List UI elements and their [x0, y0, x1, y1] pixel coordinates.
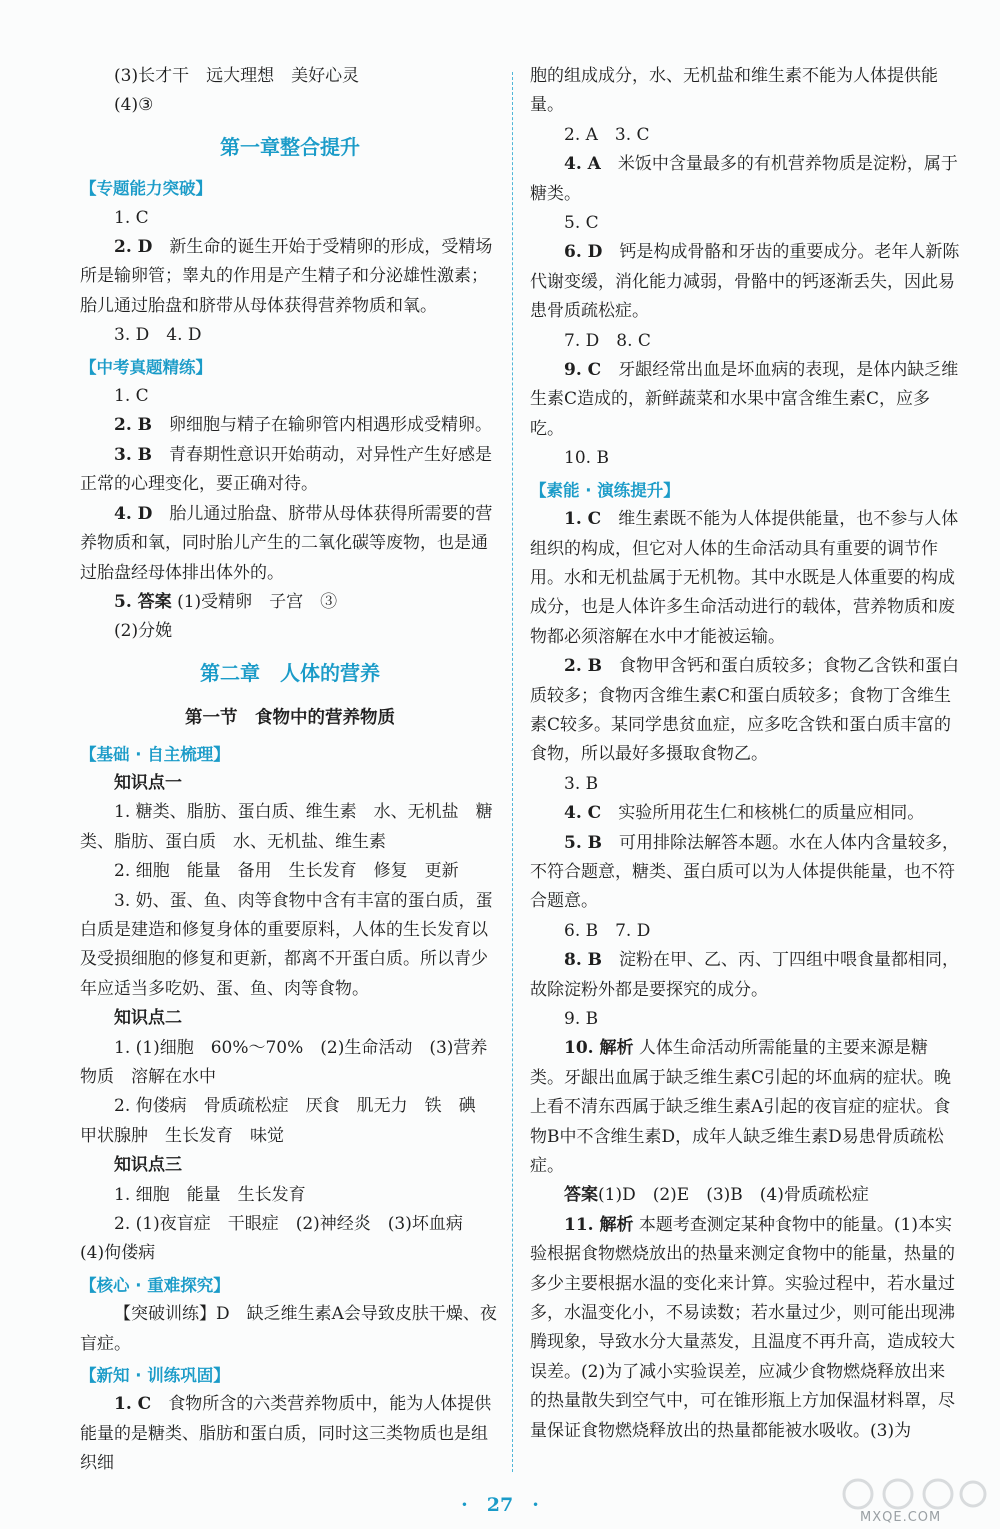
- answer-number: 9. C: [564, 360, 602, 381]
- answer-text: (1)D (2)E (3)B (4)骨质疏松症: [598, 1185, 869, 1206]
- answer-line: 3. B: [564, 773, 599, 794]
- column-divider: [512, 72, 513, 1472]
- answer-item: [530, 1211, 960, 1446]
- answer-number: 3. B: [114, 444, 153, 465]
- answer-text: 实验所用花生仁和核桃仁的质量应相同。: [601, 803, 925, 824]
- answer-text: 人体生命活动所需能量的主要来源是糖类。牙龈出血属于缺乏维生素C引起的坏血病的症状。晚上看不清东西属于缺乏维生素A引起的夜盲症的症状。食物B中不含维生素D，成年人缺乏维生素D易患骨质疏松症。: [530, 1038, 952, 1177]
- breakthrough-label: 【突破训练】: [114, 1304, 216, 1325]
- right-column: [530, 62, 960, 1446]
- section-tag: 【基础 · 自主梳理】: [80, 744, 230, 764]
- answer-number: 4. D: [114, 503, 153, 524]
- answer-line: 2. 细胞 能量 备用 生长发育 修复 更新: [114, 861, 459, 882]
- section-tag: 【专题能力突破】: [80, 179, 212, 199]
- answer-line: (3)长才干 远大理想 美好心灵: [114, 66, 360, 86]
- answer-item: [530, 150, 960, 209]
- answer-number: 4. A: [564, 154, 601, 175]
- answer-number: 4. C: [564, 803, 602, 824]
- answer-item: [80, 411, 500, 440]
- answer-line: 1. C: [114, 386, 149, 407]
- answer-item: [80, 500, 500, 588]
- answer-label: 答案: [564, 1185, 598, 1206]
- answer-line: 1. 细胞 能量 生长发育: [114, 1184, 306, 1205]
- answer-number: 2. D: [114, 237, 153, 258]
- answer-item: [80, 1300, 500, 1359]
- answer-line: 6. B 7. D: [564, 920, 651, 941]
- answer-item: [530, 652, 960, 770]
- answer-number: 10. 解析: [564, 1038, 634, 1059]
- answer-item: [530, 1181, 960, 1210]
- answer-number: 1. C: [564, 509, 602, 530]
- answer-line: (4)③: [114, 95, 154, 116]
- answer-number: 6. D: [564, 242, 603, 263]
- section-title: 第一节 食物中的营养物质: [185, 708, 395, 729]
- answer-text: 食物甲含钙和蛋白质较多；食物乙含铁和蛋白质较多；食物丙含维生素C和蛋白质较多；食物丁含维生素C较多。某同学患贫血症，应多吃含铁和蛋白质丰富的食物，所以最好多摄取食物乙。: [530, 656, 960, 765]
- answer-item: [80, 441, 500, 500]
- section-tag: 【中考真题精练】: [80, 357, 212, 377]
- left-column: [80, 62, 500, 1479]
- answer-text: 维生素既不能为人体提供能量，也不参与人体组织的构成，但它对人体的生命活动具有重要的调节作用。水和无机盐属于无机物。其中水既是人体重要的构成成分，也是人体许多生命活动进行的载体，营养物质和废物都必须溶解在水中才能被运输。: [530, 509, 959, 647]
- answer-line: 2. A 3. C: [564, 124, 650, 145]
- answer-text: 牙龈经常出血是坏血病的表现，是体内缺乏维生素C造成的，新鲜蔬菜和水果中富含维生素C，应多吃。: [530, 360, 959, 439]
- answer-number: 8. B: [564, 950, 603, 971]
- answer-text: 淀粉在甲、乙、丙、丁四组中喂食量都相同，故除淀粉外都是要探究的成分。: [530, 950, 960, 1000]
- answer-item: [80, 1390, 500, 1478]
- section-tag: 【素能 · 演练提升】: [530, 480, 680, 500]
- answer-text: 钙是构成骨骼和牙齿的重要成分。老年人新陈代谢变缓，消化能力减弱，骨骼中的钙逐渐丢失，因此易患骨质疏松症。: [530, 242, 960, 322]
- watermark-text: MXQE.COM: [860, 1510, 942, 1525]
- answer-number: 2. B: [114, 415, 153, 436]
- answer-text: 米饭中含量最多的有机营养物质是淀粉，属于糖类。: [530, 154, 958, 204]
- knowledge-point-heading: 知识点一: [114, 772, 182, 793]
- knowledge-point-heading: 知识点二: [114, 1008, 182, 1029]
- answer-line: (2)分娩: [114, 621, 173, 642]
- answer-number: 11. 解析: [564, 1214, 634, 1235]
- answer-text: (1)受精卵 子宫 ③: [171, 591, 338, 612]
- answer-item: [530, 799, 960, 828]
- answer-text: 本题考查测定某种食物中的能量。(1)本实验根据食物燃烧放出的热量来测定食物中的能量，热量的多少主要根据水温的变化来计算。实验过程中，若水量过多，水温变化小，不易读数；若水量过少，则可能出现沸腾现象，导致水分大量蒸发，且温度不再升高，造成较大误差。(2)为了减小实验误差，应减少食物燃烧释放出来的热量散失到空气中，可在锥形瓶上方加保温材料罩，尽量保证食物燃烧释放出的热量都能被水吸收。(3)为: [530, 1214, 955, 1441]
- answer-number: 5. 答案: [114, 591, 172, 612]
- knowledge-point-heading: 知识点三: [114, 1155, 182, 1176]
- answer-line: 1. C: [114, 207, 149, 228]
- answer-number: 1. C: [114, 1394, 152, 1415]
- answer-number: 5. B: [564, 832, 603, 853]
- chapter-title: 第一章整合提升: [220, 134, 360, 159]
- answer-text: D 缺乏维生素A会导致皮肤干燥、夜盲症。: [80, 1304, 497, 1354]
- answer-item: [530, 238, 960, 326]
- answer-item: [530, 946, 960, 1005]
- answer-item: [530, 1034, 960, 1181]
- section-tag: 【新知 · 训练巩固】: [80, 1366, 230, 1386]
- answer-text: 新生命的诞生开始于受精卵的形成，受精场所是输卵管；睾丸的作用是产生精子和分泌雄性激素；胎儿通过胎盘和脐带从母体获得营养物质和氧。: [80, 237, 493, 316]
- answer-line: 9. B: [564, 1009, 599, 1029]
- answer-line: 2. 佝偻病 骨质疏松症 厌食 肌无力 铁 碘 甲状腺肿 生长发育 味觉: [80, 1096, 493, 1146]
- answer-line: 1. 糖类、脂肪、蛋白质、维生素 水、无机盐 糖类、脂肪、蛋白质 水、无机盐、维生素: [80, 802, 493, 852]
- answer-text: 青春期性意识开始萌动，对异性产生好感是正常的心理变化，要正确对待。: [80, 444, 493, 495]
- answer-line: 10. B: [564, 448, 609, 469]
- answer-item: [80, 588, 500, 617]
- answer-item: [530, 505, 960, 652]
- answer-line: 2. (1)夜盲症 干眼症 (2)神经炎 (3)坏血病 (4)佝偻病: [80, 1214, 480, 1264]
- answer-line: 胞的组成成分，水、无机盐和维生素不能为人体提供能量。: [530, 66, 938, 116]
- answer-text: 胎儿通过胎盘、脐带从母体获得所需要的营养物质和氧，同时胎儿产生的二氧化碳等废物，也是通过胎盘经母体排出体外的。: [80, 503, 493, 583]
- section-tag: 【核心 · 重难探究】: [80, 1275, 230, 1295]
- answer-line: 3. 奶、蛋、鱼、肉等食物中含有丰富的蛋白质，蛋白质是建造和修复身体的重要原料，人体的生长发育以及受损细胞的修复和更新，都离不开蛋白质。所以青少年应适当多吃奶、蛋、鱼、肉等食物。: [80, 890, 493, 999]
- answer-line: 3. D 4. D: [114, 325, 202, 346]
- answer-item: [80, 233, 500, 321]
- chapter-title: 第二章 人体的营养: [200, 660, 380, 685]
- answer-text: 可用排除法解答本题。水在人体内含量较多，不符合题意，糖类、蛋白质可以为人体提供能量，也不符合题意。: [530, 832, 960, 912]
- answer-item: [530, 356, 960, 444]
- answer-text: 食物所含的六类营养物质中，能为人体提供能量的是糖类、脂肪和蛋白质，同时这三类物质也是组织细: [80, 1394, 492, 1474]
- answer-text: 卵细胞与精子在输卵管内相遇形成受精卵。: [152, 415, 493, 436]
- answer-number: 2. B: [564, 656, 603, 677]
- answer-line: 7. D 8. C: [564, 330, 651, 351]
- answer-line: 1. (1)细胞 60%～70% (2)生命活动 (3)营养物质 溶解在水中: [80, 1037, 488, 1087]
- answer-line: 5. C: [564, 213, 599, 234]
- page-number: · 27 ·: [461, 1494, 539, 1516]
- answer-item: [530, 829, 960, 917]
